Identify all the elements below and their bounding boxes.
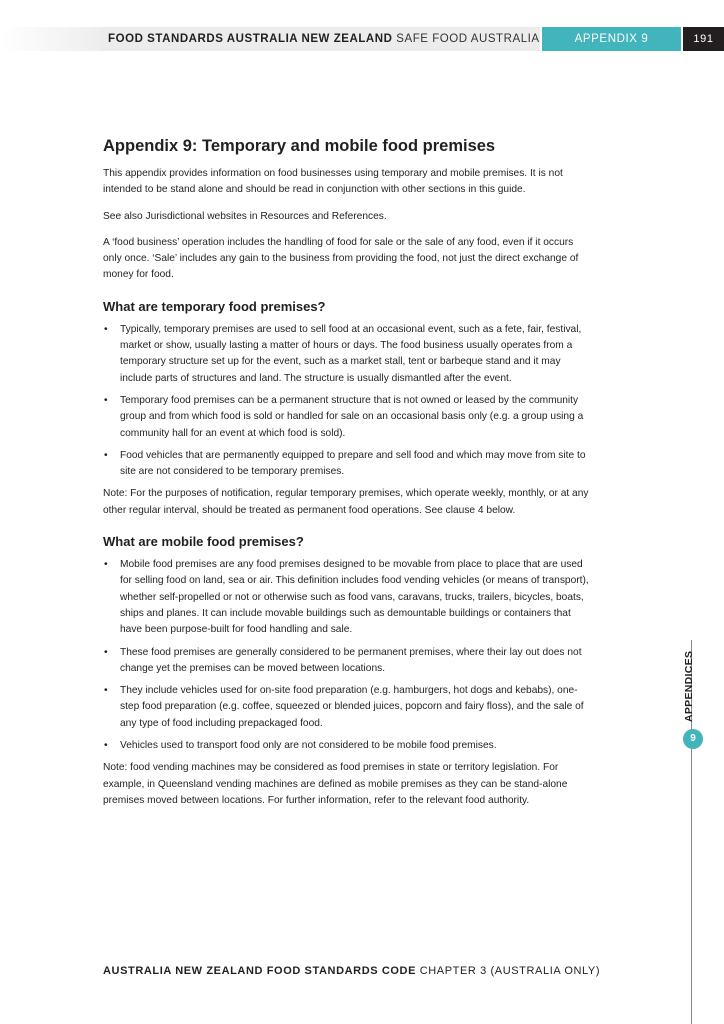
- list-item: [103, 645, 593, 678]
- bullet-icon: •: [104, 740, 108, 752]
- footer-bold: AUSTRALIA NEW ZEALAND FOOD STANDARDS CODE: [103, 965, 417, 977]
- bullet-icon: •: [104, 685, 108, 697]
- appendix-tab: APPENDIX 9: [542, 27, 681, 51]
- list-item-text: Temporary food premises can be a permanent structure that is not owned or leased by the community group and from which food is sold or handled for sale on an occasional basis only (e.g. a group using a community hall for an event at which food is sold).: [120, 394, 584, 439]
- page-number: 191: [683, 27, 724, 51]
- section-heading-mobile: What are mobile food premises?: [103, 534, 304, 550]
- list-item: [103, 322, 593, 387]
- temporary-note: Note: For the purposes of notification, regular temporary premises, which operate weekly, monthly, or at any other regular interval, should be treated as permanent food operations. See clause 4 below.: [103, 488, 589, 516]
- footer-light: CHAPTER 3 (AUSTRALIA ONLY): [419, 965, 601, 977]
- list-item-text: Food vehicles that are permanently equipped to prepare and sell food and which may move from site to site are not considered to be temporary premises.: [120, 449, 586, 478]
- list-item-text: Mobile food premises are any food premises designed to be movable from place to place that are used for selling food on land, sea or air. This definition includes food vending vehicles (or means of transport), whether self-propelled or not or otherwise such as food vans, caravans, trucks, trailers, bicycles, boats, ships and planes. It can include movable buildings such as demountable buildings or containers that have been purpose-built for food handling and sale.: [120, 559, 589, 636]
- side-tab-number-badge: 9: [683, 729, 703, 749]
- list-item-text: Typically, temporary premises are used to sell food at an occasional event, such as a fete, fair, festival, market or show, usually lasting a matter of hours or days. The food business usually operates from a temporary structure set up for the event, such as a market stall, tent or barbeque stand and it may include parts of structures and land. The structure is usually dismantled after the event.: [120, 323, 582, 384]
- bullet-icon: •: [104, 394, 108, 406]
- running-footer: [103, 965, 600, 977]
- list-item: [103, 557, 593, 638]
- mobile-note: Note: food vending machines may be considered as food premises in state or territory legislation. For example, in Queensland vending machines are defined as mobile premises as they can be stand-alone premises moved between locations. For further information, refer to the relevant food authority.: [103, 762, 568, 806]
- header-title-bold: FOOD STANDARDS AUSTRALIA NEW ZEALAND: [108, 33, 393, 45]
- temporary-bullet-list: [103, 322, 593, 481]
- bullet-icon: •: [104, 323, 108, 335]
- page-title: Appendix 9: Temporary and mobile food premises: [103, 137, 496, 155]
- list-item-text: Vehicles used to transport food only are not considered to be mobile food premises.: [120, 740, 497, 752]
- bullet-icon: •: [104, 646, 108, 658]
- list-item-text: These food premises are generally considered to be permanent premises, where their lay out does not change yet the premises can be moved between locations.: [120, 646, 582, 674]
- bullet-icon: •: [104, 449, 108, 461]
- side-tab-label: APPENDICES: [683, 650, 695, 722]
- list-item: [103, 393, 593, 442]
- section-heading-temporary: What are temporary food premises?: [103, 298, 326, 314]
- header-title-light: SAFE FOOD AUSTRALIA: [396, 33, 540, 45]
- list-item: [103, 738, 593, 754]
- bullet-icon: •: [104, 559, 108, 571]
- list-item: [103, 448, 593, 481]
- main-content: [103, 136, 593, 819]
- header-fade: [0, 27, 110, 51]
- intro-paragraph: A ‘food business’ operation includes the handling of food for sale or the sale of any food, even if it occurs only once. ‘Sale’ includes any gain to the business from providing the food, not just the direct exchange of money for food.: [103, 236, 579, 281]
- intro-paragraph: This appendix provides information on food businesses using temporary and mobile premises. It is not intended to be stand alone and should be read in conjunction with other sections in this guide.: [103, 168, 563, 196]
- mobile-bullet-list: [103, 557, 593, 754]
- list-item-text: They include vehicles used for on-site food preparation (e.g. hamburgers, hot dogs and kebabs), one-step food preparation (e.g. coffee, squeezed or blended juices, popcorn and fairy floss), and the sale of any type of food including prepackaged food.: [120, 685, 584, 729]
- intro-paragraph: See also Jurisdictional websites in Resources and References.: [103, 210, 387, 222]
- running-header: [100, 27, 540, 51]
- list-item: [103, 683, 593, 732]
